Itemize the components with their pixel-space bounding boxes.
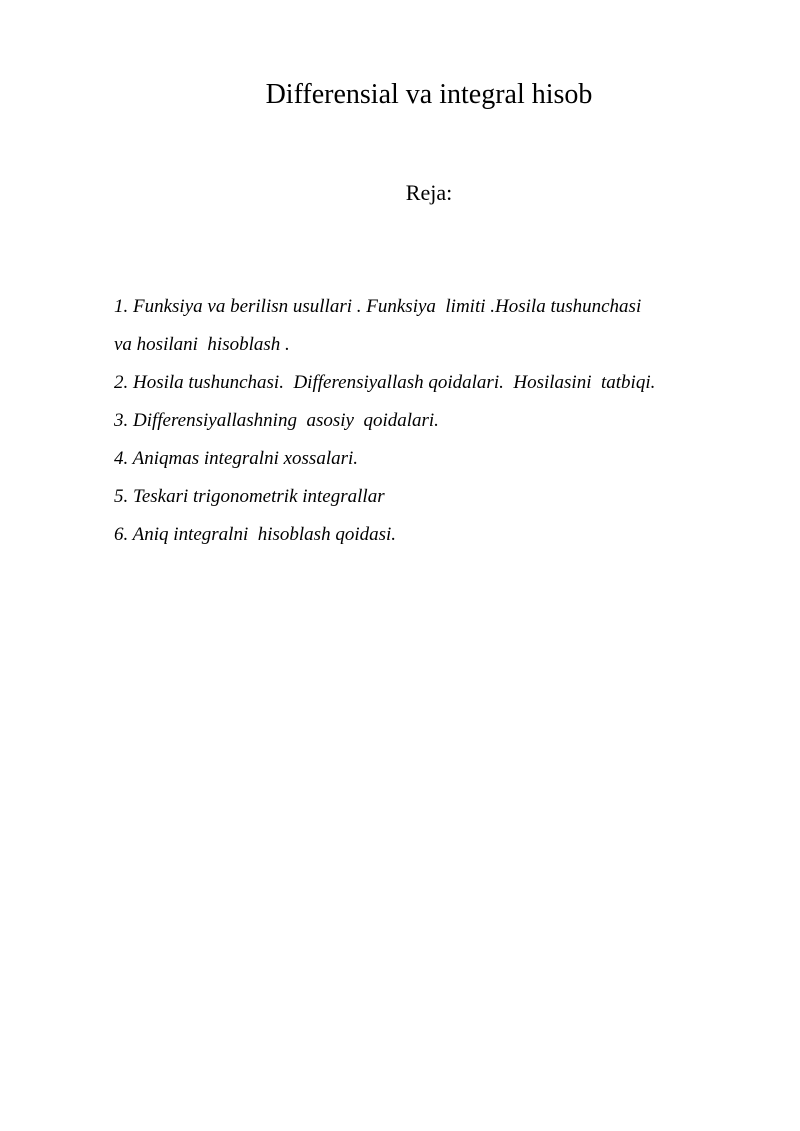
plan-line: 6. Aniq integralni hisoblash qoidasi. [114, 524, 397, 545]
page-title: Differensial va integral hisob [265, 79, 593, 110]
plan-line: 1. Funksiya va berilisn usullari . Funksiya limiti .Hosila tushunchasi [114, 296, 642, 317]
plan-heading: Reja: [405, 180, 453, 205]
plan-list [114, 288, 754, 554]
plan-line: va hosilani hisoblash . [114, 334, 290, 355]
plan-line: 4. Aniqmas integralni xossalari. [114, 448, 359, 469]
plan-line: 5. Teskari trigonometrik integrallar [114, 486, 385, 507]
plan-line: 3. Differensiyallashning asosiy qoidalari. [114, 410, 439, 431]
plan-line: 2. Hosila tushunchasi. Differensiyallash qoidalari. Hosilasini tatbiqi. [114, 372, 656, 393]
